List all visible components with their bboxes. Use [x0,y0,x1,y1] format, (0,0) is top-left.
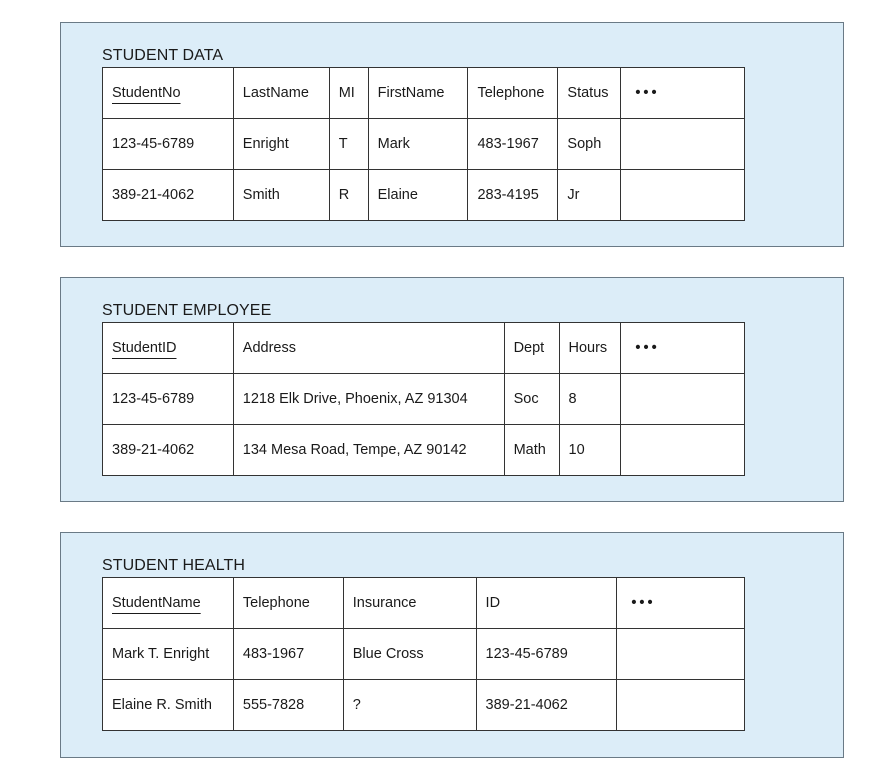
table-cell: 10 [559,425,621,476]
student-data-table [102,67,745,221]
table-cell: 123-45-6789 [103,119,234,170]
table-cell: Mark T. Enright [103,629,234,680]
table-cell [617,629,745,680]
table-cell [621,425,745,476]
column-header-studentname [103,578,234,629]
table-cell: Elaine R. Smith [103,680,234,731]
more-columns-ellipsis: ••• [621,323,745,374]
table-cell: 123-45-6789 [476,629,617,680]
column-header-lastname: LastName [233,68,329,119]
table-cell [621,374,745,425]
more-columns-ellipsis: ••• [621,68,745,119]
table-cell: Soc [504,374,559,425]
table-cell: 483-1967 [233,629,343,680]
student-health-title: STUDENT HEALTH [102,557,246,574]
table-cell: 389-21-4062 [103,425,234,476]
column-header-insurance: Insurance [343,578,476,629]
table-cell: T [329,119,368,170]
column-header-address: Address [233,323,504,374]
table-cell: ? [343,680,476,731]
column-header-mi: MI [329,68,368,119]
student-employee-title: STUDENT EMPLOYEE [102,302,272,319]
table-cell: 1218 Elk Drive, Phoenix, AZ 91304 [233,374,504,425]
table-row [103,374,745,425]
table-cell [621,170,745,221]
primary-key-label: StudentNo [112,85,181,101]
table-cell: Blue Cross [343,629,476,680]
table-cell: 8 [559,374,621,425]
table-header-row [103,323,745,374]
table-header-row [103,68,745,119]
table-row [103,680,745,731]
column-header-status: Status [558,68,621,119]
table-cell: 389-21-4062 [103,170,234,221]
more-columns-ellipsis: ••• [617,578,745,629]
table-cell: Smith [233,170,329,221]
table-cell [621,119,745,170]
table-cell: Jr [558,170,621,221]
table-cell: 483-1967 [468,119,558,170]
table-cell: Math [504,425,559,476]
table-row [103,119,745,170]
column-header-telephone: Telephone [233,578,343,629]
table-cell: 283-4195 [468,170,558,221]
table-cell: 134 Mesa Road, Tempe, AZ 90142 [233,425,504,476]
column-header-hours: Hours [559,323,621,374]
table-cell: 389-21-4062 [476,680,617,731]
table-cell: Elaine [368,170,468,221]
table-header-row [103,578,745,629]
column-header-studentid [103,323,234,374]
column-header-firstname: FirstName [368,68,468,119]
table-row [103,170,745,221]
table-cell: R [329,170,368,221]
table-cell: Enright [233,119,329,170]
student-data-title: STUDENT DATA [102,47,224,64]
table-row [103,425,745,476]
table-cell: 555-7828 [233,680,343,731]
student-health-table [102,577,745,731]
table-cell: Soph [558,119,621,170]
column-header-telephone: Telephone [468,68,558,119]
primary-key-label: StudentID [112,340,177,356]
student-employee-table [102,322,745,476]
column-header-dept: Dept [504,323,559,374]
table-cell: 123-45-6789 [103,374,234,425]
primary-key-label: StudentName [112,595,201,611]
column-header-studentno [103,68,234,119]
table-cell [617,680,745,731]
table-row [103,629,745,680]
column-header-id: ID [476,578,617,629]
table-cell: Mark [368,119,468,170]
